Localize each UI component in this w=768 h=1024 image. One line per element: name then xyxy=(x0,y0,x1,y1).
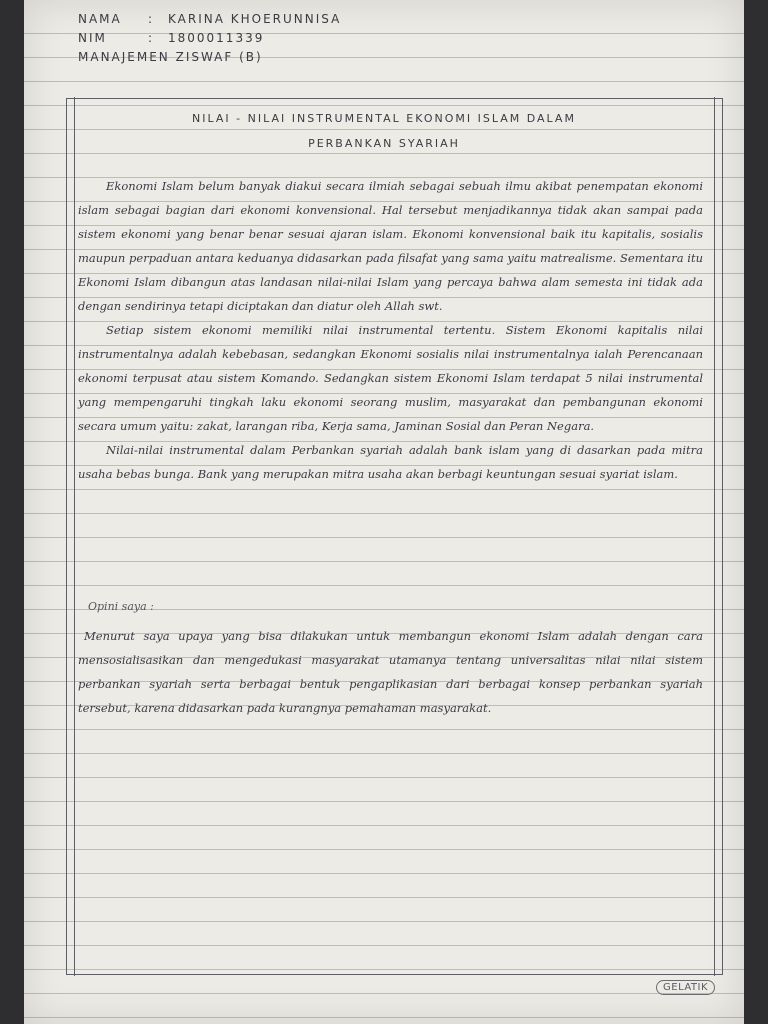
name-separator: : xyxy=(148,12,155,26)
nim-value: 1800011339 xyxy=(168,31,265,45)
opinion-label: Opini saya : xyxy=(88,600,154,613)
name-label: NAMA xyxy=(78,12,122,26)
gelatik-logo: GELATIK xyxy=(656,980,715,995)
nim-separator: : xyxy=(148,31,155,45)
student-header xyxy=(78,12,478,69)
paragraph-2: Setiap sistem ekonomi memiliki nilai instrumental tertentu. Sistem Ekonomi kapitalis nilai instrumentalnya adalah kebebasan, sedangkan Ekonomi sosialis nilai instrumentalnya ialah Perencanaan ekonomi terpusat atau sistem Komando. Sedangkan sistem Ekonomi Islam terdapat 5 nilai instrumental yang mempengaruhi tingkah laku ekonomi seorang muslim, masyarakat dan pembangunan ekonomi secara umum yaitu: zakat, larangan riba, Kerja sama, Jaminan Sosial dan Peran Negara. xyxy=(78,323,703,433)
program-value: MANAJEMEN ZISWAF (B) xyxy=(78,50,263,64)
program-row xyxy=(78,50,478,69)
paragraph-1: Ekonomi Islam belum banyak diakui secara ilmiah sebagai sebuah ilmu akibat penempatan ekonomi islam sebagai bagian dari ekonomi konvensional. Hal tersebut menjadikannya tidak akan sampai pada sistem ekonomi yang benar benar sesuai ajaran islam. Ekonomi konvensional baik itu kapitalis, sosialis maupun perpaduan antara keduanya didasarkan pada filsafat yang sama yaitu matrealisme. Sementara itu Ekonomi Islam dibangun atas landasan nilai-nilai Islam yang percaya bahwa alam semesta ini tidak ada dengan sendirinya tetapi diciptakan dan diatur oleh Allah swt. xyxy=(78,179,703,313)
nim-label: NIM xyxy=(78,31,107,45)
opinion-text: Menurut saya upaya yang bisa dilakukan untuk membangun ekonomi Islam adalah dengan cara mensosialisasikan dan mengedukasi masyarakat utamanya tentang universalitas nilai nilai sistem perbankan syariah serta berbagai bentuk pengaplikasian dari berbagai konsep perbankan syariah tersebut, karena didasarkan pada kurangnya pemahaman masyarakat. xyxy=(78,629,703,715)
essay-title-line2: PERBANKAN SYARIAH xyxy=(308,137,460,150)
name-row xyxy=(78,12,478,31)
paragraph-3: Nilai-nilai instrumental dalam Perbankan syariah adalah bank islam yang di dasarkan pada mitra usaha bebas bunga. Bank yang merupakan mitra usaha akan berbagi keuntungan sesuai syariat islam. xyxy=(78,443,703,481)
essay-body xyxy=(78,174,703,486)
nim-row xyxy=(78,31,478,50)
opinion-body xyxy=(78,624,703,720)
notebook-page xyxy=(24,0,744,1024)
name-value: KARINA KHOERUNNISA xyxy=(168,12,342,26)
essay-title-line1: NILAI - NILAI INSTRUMENTAL EKONOMI ISLAM DALAM xyxy=(192,112,576,125)
